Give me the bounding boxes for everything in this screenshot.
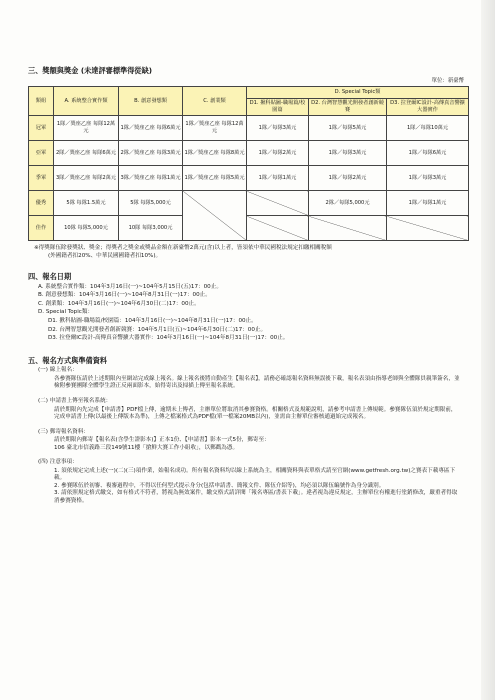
scan-edge-shadow: [481, 0, 495, 700]
date-item-d3: D3. 拉登爾IC設計-高傳真音響擴大器實作：104年3月16日(一)~104年8月31日(一)17：00止。: [48, 335, 289, 342]
table-row: [29, 116, 469, 141]
cell-d2: 1隊／每隊5萬元: [309, 116, 387, 141]
note-item-2: 2. 參賽隊伍於初審、複審過程中，不得以任何型式提示身分(包括申請書、簡報文件、隊伍介紹等)，均必須以隊伍編號作為身分識別。: [54, 482, 385, 489]
table-row: [29, 216, 469, 241]
row-label: 佳作: [29, 216, 54, 241]
cell-b: 1隊／獎座乙座 每隊6萬元: [119, 116, 183, 141]
header-col-d1: D1. 揪科貼圖-職場篇/校園篇: [247, 99, 309, 116]
cell-c: 1隊／獎座乙座 每隊8萬元: [183, 141, 247, 166]
registration-dates: [38, 284, 468, 343]
header-col-a: A. 系統整合實作類: [54, 87, 119, 116]
note-item-1: 1. 須依規定完成上述(一)(二)(三)項作業，始報名成功。所有報名資料均以線上系統為主，相關資料與表單格式請至官網(www.getfresh.org.tw)之賽表下載專區下載。: [54, 467, 456, 482]
header-category: 類組: [29, 87, 54, 116]
cell-d1: 1隊／每隊3萬元: [247, 116, 309, 141]
application-upload-text: 請於期限內先完成【申請書】PDF檔上傳，逾期未上傳者，主辦單位將取消其參賽資格。相關格式及規範說明，請參考申請書上傳規範。參賽隊伍須於規定期限前，完成申請書上傳(以最後上傳版本為準)，上傳之檔案格式為PDF檔(單一檔案20MB以內)，並需由主辦單位審核通過始完成報名。: [54, 406, 457, 421]
cell-b: 5隊 每隊5,000元: [119, 191, 183, 216]
table-row: [29, 166, 469, 191]
row-label: 冠軍: [29, 116, 54, 141]
cell-d2: 1隊／每隊3萬元: [309, 141, 387, 166]
document-page: [28, 66, 468, 506]
date-item-a: A. 系統整合實作類：104年3月16日(一)~104年5月15日(五)17：00止。: [38, 283, 222, 290]
table-row: [29, 191, 469, 216]
cell-a: 3隊／獎座乙座 每隊2萬元: [54, 166, 119, 191]
cell-d2: 2隊／每隊5,000元: [309, 191, 387, 216]
registration-method: [38, 367, 468, 505]
header-col-b: B. 創意發想類: [119, 87, 183, 116]
section5-title: 五、報名方式與準備資料: [28, 355, 108, 365]
date-item-d1: D1. 揪科貼圖-職場篇/校園篇：104年3月16日(一)~104年8月31日(一)17：00止。: [48, 318, 257, 325]
cell-c-empty: [183, 191, 247, 241]
tax-note-line1: ※得獎隊伍除發獎狀、獎金；得獎者之獎金或獎品金額在新臺幣2萬元(含)以上者，皆須依中華民國稅法規定扣繳相關稅額: [34, 245, 332, 252]
cell-a: 1隊／獎座乙座 每隊12萬元: [54, 116, 119, 141]
awards-table: [28, 86, 469, 241]
table-row: [29, 141, 469, 166]
cell-b: 2隊／獎座乙座 每隊3萬元: [119, 141, 183, 166]
row-label: 亞軍: [29, 141, 54, 166]
online-registration-text: 各參賽隊伍請於上述期限內至網站完成線上報名。線上報名後將自動產生【報名表】，請務必確認報名資料無誤後下載，報名表須由指導老師與全體隊員親筆簽名，並檢附參賽團隊全體學生證正反兩面影本，始得寄出及掃描上傳至報名系統。: [54, 375, 460, 390]
mail-registration-text2: 106 臺北市信義路三段149號11樓「搶鮮大賽工作小組收」，以郵戳為憑。: [54, 444, 239, 451]
tax-note: [34, 245, 468, 260]
cell-a: 10隊 每隊5,000元: [54, 216, 119, 241]
cell-d3: 1隊／每隊1萬元: [387, 191, 469, 216]
section3-title: 三、獎額與獎金 (未達評審標準得從缺): [28, 66, 153, 75]
application-upload-title: (二) 申請書上傳至報名系統：: [38, 398, 112, 405]
cell-d3: 1隊／每隊3萬元: [387, 166, 469, 191]
cell-d2: 1隊／每隊2萬元: [309, 166, 387, 191]
mail-registration-text1: 請於期限內郵寄【報名表(含學生證影本)】正本1份、【申請書】影本一式5份，郵寄至：: [54, 437, 270, 444]
notes-title: (四) 注意事項：: [38, 459, 78, 466]
cell-d1: 1隊／每隊1萬元: [247, 166, 309, 191]
cell-b: 10隊 每隊3,000元: [119, 216, 183, 241]
row-label: 優秀: [29, 191, 54, 216]
cell-d3: 1隊／每隊6萬元: [387, 141, 469, 166]
header-col-d: D. Special Topic類: [247, 87, 469, 99]
date-item-c: C. 創業類：104年3月16日(一)~104年6月30日(二)17：00止。: [38, 300, 200, 307]
date-item-b: B. 創意發想類：104年3月16日(一)~104年8月31日(一)17：00止。: [38, 292, 211, 299]
note-item-3: 3. 請依照規定格式繳交，如有格式不符者，將視為無效案件，繳交格式請詳閱「報名專區/書表下載」。違者視為違反規定，主辦單位有權進行塗銷修改，嚴重者得取消參賽資格。: [54, 490, 458, 505]
cell-d2-empty: [309, 216, 387, 241]
cell-d1-empty: [247, 216, 309, 241]
currency-unit: 單位：新臺幣: [431, 77, 464, 84]
header-col-d2: D2. 台灣智慧觀光開發者創新競賽: [309, 99, 387, 116]
cell-d3-empty: [387, 216, 469, 241]
online-registration-title: (一) 線上報名：: [38, 367, 78, 374]
header-col-d3: D3. 拉登爾IC設計-高傳真音響擴大器實作: [387, 99, 469, 116]
cell-c: 1隊／獎座乙座 每隊5萬元: [183, 166, 247, 191]
cell-a: 2隊／獎座乙座 每隊6萬元: [54, 141, 119, 166]
header-col-c: C. 創業類: [183, 87, 247, 116]
row-label: 季軍: [29, 166, 54, 191]
cell-a: 5隊 每隊1.5萬元: [54, 191, 119, 216]
cell-c: 1隊／獎座乙座 每隊12萬元: [183, 116, 247, 141]
date-item-d: D. Special Topic類：: [38, 309, 94, 316]
mail-registration-title: (三) 郵寄報名資料：: [38, 428, 89, 435]
cell-d1: 1隊／每隊2萬元: [247, 141, 309, 166]
section4-title: 四、報名日期: [28, 272, 72, 282]
cell-d1-empty: [247, 191, 309, 216]
tax-note-line2: (外國籍者扣20%、中華民國國籍者扣10%)。: [48, 252, 162, 259]
date-item-d2: D2. 台灣智慧觀光開發者創新競賽：104年5月1日(五)~104年6月30日(二)17：00止。: [48, 326, 267, 333]
cell-d3: 1隊／每隊10萬元: [387, 116, 469, 141]
cell-b: 3隊／獎座乙座 每隊1萬元: [119, 166, 183, 191]
